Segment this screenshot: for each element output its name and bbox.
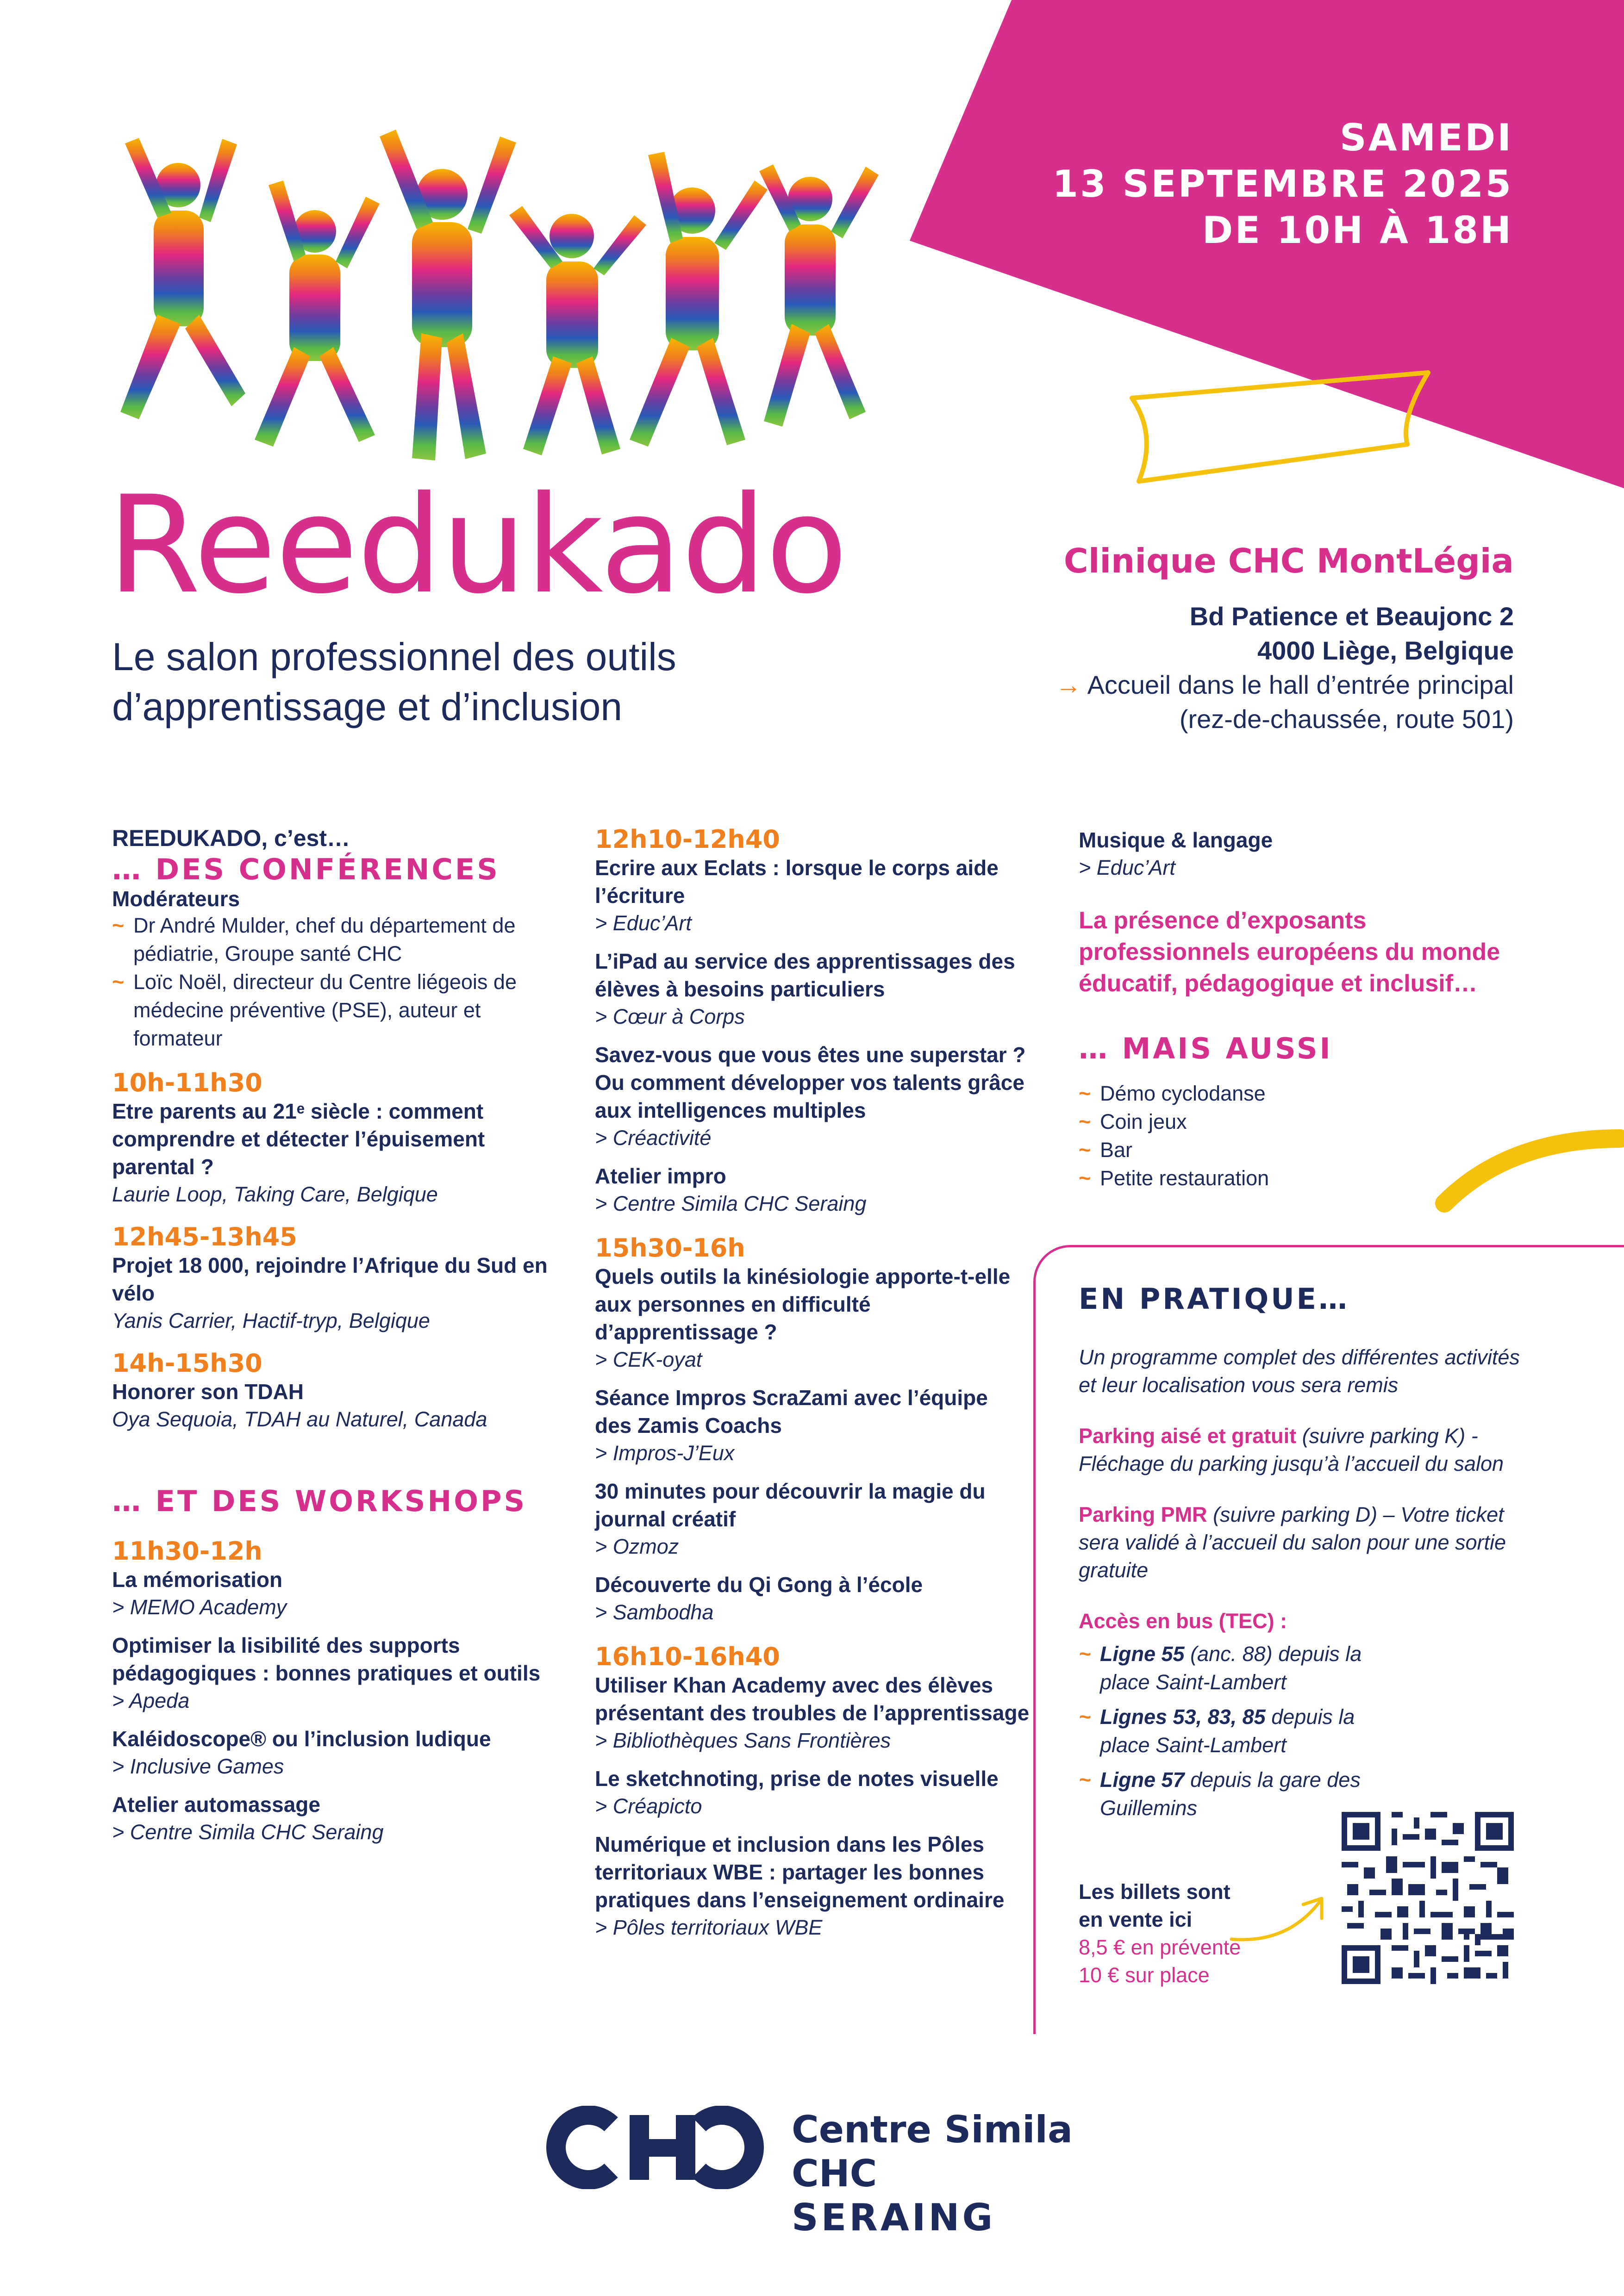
parking-pmr-detail: (suivre parking D) – Votre ticket sera validé à l’accueil du salon pour une sortie gratuite: [1079, 1503, 1506, 1582]
workshop-title: La mémorisation: [112, 1568, 283, 1592]
workshop-provider: > Pôles territoriaux WBE: [595, 1916, 823, 1939]
access-line: (rez-de-chaussée, route 501): [1179, 704, 1514, 734]
conference-speaker: Yanis Carrier, Hactif-tryp, Belgique: [112, 1309, 430, 1332]
date-full: 13 SEPTEMBRE 2025: [1052, 162, 1513, 205]
access-info: [866, 668, 1514, 702]
workshop-title: Quels outils la kinésiologie apporte-t-elle aux personnes en difficulté d’apprentissage ?: [595, 1264, 1011, 1344]
price-presale: 8,5 € en prévente: [1079, 1935, 1241, 1959]
subtitle-line: Le salon professionnel des outils: [112, 635, 676, 678]
workshop-provider: > Bibliothèques Sans Frontières: [595, 1729, 891, 1752]
parking-info: [1079, 1422, 1542, 1478]
column-workshops: [595, 825, 1030, 1941]
footer-org-name: [792, 2108, 1143, 2240]
workshop-time: 16h10-16h40: [595, 1642, 780, 1671]
workshop-time: 12h10-12h40: [595, 825, 780, 854]
workshop-provider: > Sambodha: [595, 1600, 714, 1624]
workshop-provider: > MEMO Academy: [112, 1595, 287, 1619]
workshop-title: Le sketchnoting, prise de notes visuelle: [595, 1767, 999, 1791]
footer-logo: [542, 2101, 1143, 2239]
bus-detail: (anc. 88) depuis la place Saint-Lambert: [1100, 1642, 1362, 1694]
parking-detail: (suivre parking K) - Fléchage du parking jusqu’à l’accueil du salon: [1079, 1424, 1504, 1475]
workshop-provider: > CEK-oyat: [595, 1348, 702, 1371]
workshop-time: 15h30-16h: [595, 1233, 745, 1263]
date-day: SAMEDI: [1340, 116, 1513, 159]
price-onsite: 10 € sur place: [1079, 1963, 1210, 1987]
workshop-title: L’iPad au service des apprentissages des élèves à besoins particuliers: [595, 949, 1015, 1001]
bus-line: Lignes 53, 83, 85: [1100, 1705, 1266, 1729]
workshop-title: Utiliser Khan Academy avec des élèves présentant des troubles de l’apprentissage: [595, 1673, 1030, 1725]
workshop-item: [112, 1725, 552, 1780]
bus-detail: depuis la gare des Guillemins: [1100, 1768, 1361, 1820]
access-line: Accueil dans le hall d’entrée principal: [1087, 670, 1514, 699]
workshop-title: Optimiser la lisibilité des supports pédagogiques : bonnes pratiques et outils: [112, 1633, 541, 1685]
workshop-title: Atelier impro: [595, 1164, 726, 1188]
also-item: ~ Bar: [1079, 1136, 1542, 1164]
workshop-provider: > Cœur à Corps: [595, 1005, 745, 1028]
venue-name: Clinique CHC MontLégia: [1063, 541, 1514, 580]
conference-speaker: Oya Sequoia, TDAH au Naturel, Canada: [112, 1407, 487, 1431]
workshop-item: [112, 1791, 552, 1846]
moderator-item: ~ Loïc Noël, directeur du Centre liégeois de médecine préventive (PSE), auteur et formateur: [112, 968, 552, 1052]
conferences-heading: … DES CONFÉRENCES: [112, 852, 500, 886]
child-silhouette: [120, 138, 245, 419]
workshop-provider: > Apeda: [112, 1689, 190, 1712]
workshop-provider: > Impros-J’Eux: [595, 1441, 735, 1465]
also-heading: … MAIS AUSSI: [1079, 1032, 1333, 1065]
event-title: Reedukado: [107, 467, 847, 623]
workshop-provider: > Créactivité: [595, 1126, 712, 1150]
child-silhouette: [255, 180, 380, 447]
bus-list: [1079, 1640, 1375, 1822]
date-hours: DE 10H À 18H: [1202, 209, 1513, 252]
workshop-item: [595, 1830, 1030, 1941]
workshop-provider: > Educ’Art: [1079, 856, 1175, 879]
workshop-item: [595, 1765, 1030, 1820]
moderators-list: [112, 911, 552, 1052]
conference-time: 14h-15h30: [112, 1349, 262, 1378]
workshop-provider: > Centre Simila CHC Seraing: [112, 1820, 384, 1844]
workshop-item: [595, 1571, 1030, 1626]
tickets-label-line: en vente ici: [1079, 1908, 1193, 1931]
bus-item: [1079, 1703, 1375, 1759]
bus-line: Ligne 55: [1100, 1642, 1185, 1666]
conference-time: 12h45-13h45: [112, 1222, 297, 1251]
workshop-title: Séance Impros ScraZami avec l’équipe des Zamis Coachs: [595, 1386, 988, 1437]
conference-title: Projet 18 000, rejoindre l’Afrique du Sud en vélo: [112, 1253, 548, 1305]
bus-item: [1079, 1766, 1375, 1822]
bus-heading: Accès en bus (TEC) :: [1079, 1609, 1287, 1633]
arrow-right-icon: →: [1056, 670, 1082, 699]
workshop-provider: > Centre Simila CHC Seraing: [595, 1192, 867, 1215]
ticket-qr-code[interactable]: [1342, 1812, 1514, 1984]
jumping-children-illustration: [116, 116, 880, 486]
child-silhouette: [759, 164, 879, 427]
workshop-provider: > Créapicto: [595, 1794, 702, 1818]
bus-item: [1079, 1640, 1375, 1696]
workshop-item: [595, 1263, 1030, 1374]
conference-title: Etre parents au 21ᵉ siècle : comment comprendre et détecter l’épuisement parental ?: [112, 1099, 485, 1179]
event-date: [911, 115, 1513, 254]
also-item: ~ Démo cyclodanse: [1079, 1079, 1542, 1108]
bus-line: Ligne 57: [1100, 1768, 1185, 1792]
workshop-title: Ecrire aux Eclats : lorsque le corps aide l’écriture: [595, 856, 999, 908]
workshop-item: [595, 1162, 1030, 1218]
address-city: 4000 Liège, Belgique: [1257, 636, 1514, 665]
workshop-title: Musique & langage: [1079, 828, 1273, 852]
subtitle-line: d’apprentissage et d’inclusion: [112, 685, 623, 728]
workshop-title: Savez-vous que vous êtes une superstar ? Ou comment développer vos talents grâce aux intelligences multiples: [595, 1043, 1026, 1122]
moderator-item: ~ Dr André Mulder, chef du département de pédiatrie, Groupe santé CHC: [112, 911, 552, 968]
workshop-item: [595, 947, 1030, 1031]
tickets-label-line: Les billets sont: [1079, 1880, 1230, 1904]
workshop-provider: > Ozmoz: [595, 1535, 679, 1558]
workshop-title: Numérique et inclusion dans les Pôles territoriaux WBE : partager les bonnes pratiques dans l’enseignement ordinaire: [595, 1832, 1005, 1912]
workshop-item: [595, 854, 1030, 937]
practical-heading: EN PRATIQUE…: [1079, 1282, 1349, 1316]
yellow-swoosh: [1435, 1111, 1624, 1222]
footer-name-line1: Centre Simila CHC: [792, 2108, 1073, 2195]
workshop-time: 11h30-12h: [112, 1537, 262, 1566]
parking-pmr-label: Parking PMR: [1079, 1503, 1207, 1526]
also-item: ~ Petite restauration: [1079, 1164, 1542, 1192]
column-conferences: [112, 824, 552, 1846]
parking-label: Parking aisé et gratuit: [1079, 1424, 1297, 1448]
address-street: Bd Patience et Beaujonc 2: [1189, 602, 1514, 631]
intro-text: REEDUKADO, c’est…: [112, 825, 350, 851]
moderators-label: Modérateurs: [112, 887, 240, 911]
workshop-provider: > Educ’Art: [595, 911, 692, 935]
program-info: Un programme complet des différentes activités et leur localisation vous sera remis: [1079, 1345, 1520, 1397]
venue-address: [866, 599, 1514, 736]
conference-time: 10h-11h30: [112, 1068, 262, 1097]
workshop-item: [112, 1566, 552, 1621]
event-subtitle: [112, 632, 853, 732]
workshop-item: [595, 1477, 1030, 1561]
child-silhouette: [380, 130, 516, 460]
footer-name-line2: SERAING: [792, 2196, 996, 2239]
also-item: ~ Coin jeux: [1079, 1108, 1542, 1136]
workshop-item: [595, 1384, 1030, 1467]
workshop-title: Kaléidoscope® ou l’inclusion ludique: [112, 1727, 491, 1751]
workshop-provider: > Inclusive Games: [112, 1755, 284, 1778]
practical-content: [1079, 1282, 1542, 1822]
workshop-item: [112, 1631, 552, 1715]
exhibitors-text: La présence d’exposants professionnels européens du monde éducatif, pédagogique et inclusif…: [1079, 907, 1500, 997]
bus-detail: depuis la place Saint-Lambert: [1100, 1705, 1355, 1757]
workshop-title: Atelier automassage: [112, 1792, 320, 1817]
arrow-to-qr-icon: [1227, 1888, 1333, 1948]
conference-title: Honorer son TDAH: [112, 1380, 304, 1404]
chc-logo-icon: [542, 2106, 768, 2189]
workshop-title: Découverte du Qi Gong à l’école: [595, 1573, 923, 1597]
parking-pmr-info: [1079, 1501, 1542, 1584]
child-silhouette: [509, 206, 646, 455]
workshops-heading: … ET DES WORKSHOPS: [112, 1484, 527, 1518]
workshop-title: 30 minutes pour découvrir la magie du journal créatif: [595, 1479, 986, 1531]
child-silhouette: [630, 152, 768, 447]
workshop-item: [595, 1041, 1030, 1152]
conference-speaker: Laurie Loop, Taking Care, Belgique: [112, 1182, 438, 1206]
workshop-item: [595, 1671, 1030, 1755]
